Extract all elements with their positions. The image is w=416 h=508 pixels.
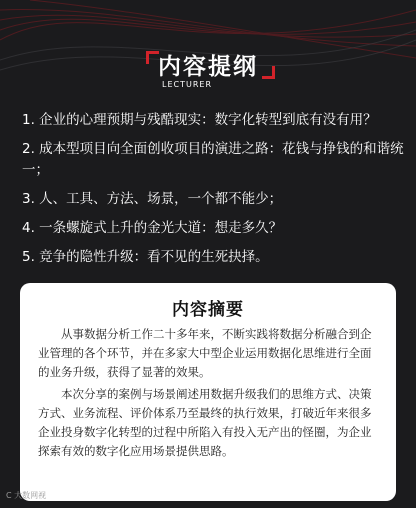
outline-item-1: 1. 企业的心理预期与残酷现实：数字化转型到底有没有用？ <box>22 112 377 128</box>
summary-card <box>20 283 396 501</box>
page-title: 内容提纲 <box>158 54 258 80</box>
outline-item-2: 2. 成本型项目向全面创收项目的演进之路：花钱与挣钱的和谐统一； <box>22 141 404 178</box>
header <box>0 48 416 81</box>
outline-item-3: 3. 人、工具、方法、场景，一个都不能少； <box>22 191 283 207</box>
outline-item-4: 4. 一条螺旋式上升的金光大道：想走多久？ <box>22 220 283 236</box>
summary-paragraph-1: 从事数据分析工作二十多年来，不断实践将数据分析融合到企业管理的各个环节，并在多家大中型企业运用数据化思维进行全面的业务升级，获得了显著的效果。 <box>38 327 372 379</box>
watermark: C 大数网视 <box>6 491 47 500</box>
summary-title: 内容摘要 <box>172 300 244 320</box>
summary-body <box>38 325 380 464</box>
summary-paragraph-2: 本次分享的案例与场景阐述用数据升级我们的思维方式、决策方式、业务流程、评价体系乃至最终的执行效果，打破近年来很多企业投身数字化转型的过程中所陷入有投入无产出的怪圈，为企业探索有效的数字化应用场景提供思路。 <box>38 387 372 458</box>
outline-list <box>22 110 406 276</box>
outline-item-5: 5. 竞争的隐性升级：看不见的生死抉择。 <box>22 249 269 265</box>
page-subtitle: LECTURER <box>162 80 213 89</box>
